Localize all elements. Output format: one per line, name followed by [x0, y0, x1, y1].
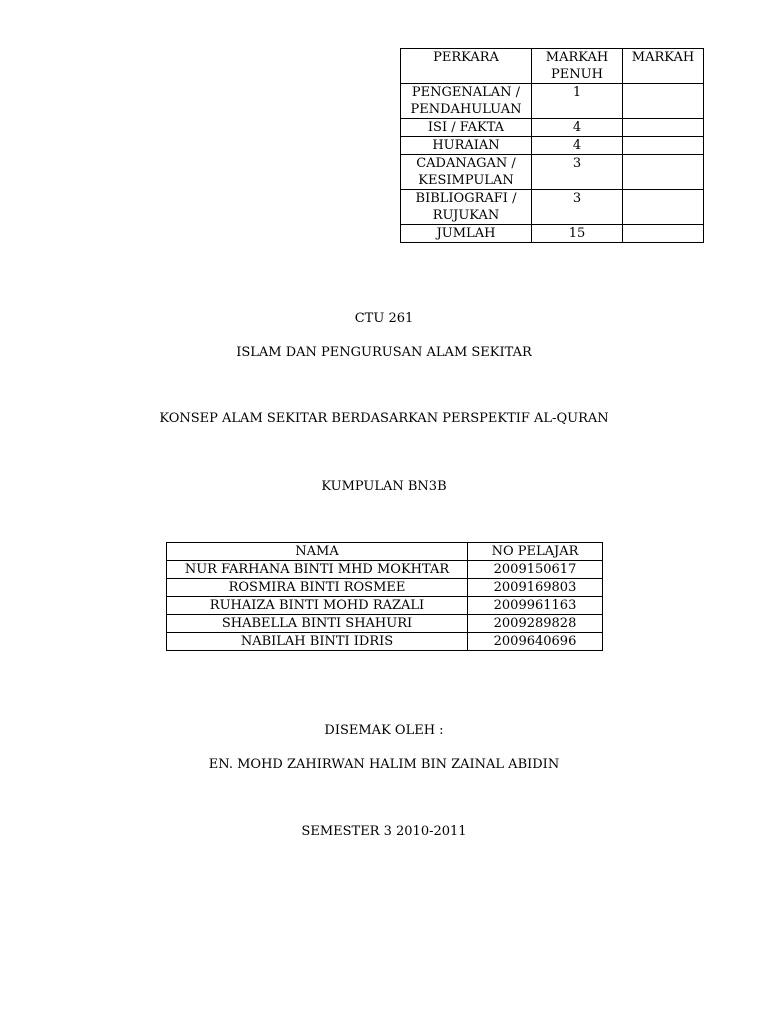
header-nama: NAMA	[167, 543, 468, 561]
full-mark-cell: 1	[532, 84, 623, 119]
table-row	[401, 190, 704, 225]
reviewed-by-label: DISEMAK OLEH :	[324, 723, 444, 738]
mark-cell	[623, 119, 704, 137]
table-row	[167, 597, 603, 615]
course-title: ISLAM DAN PENGURUSAN ALAM SEKITAR	[236, 345, 532, 360]
members-table-header	[167, 543, 603, 561]
header-perkara: PERKARA	[401, 49, 532, 84]
full-mark-cell: 4	[532, 137, 623, 155]
member-id: 2009150617	[468, 561, 603, 579]
assignment-title: KONSEP ALAM SEKITAR BERDASARKAN PERSPEKTIF AL-QURAN	[159, 411, 609, 426]
table-row	[401, 137, 704, 155]
member-id: 2009169803	[468, 579, 603, 597]
table-row	[167, 633, 603, 651]
header-markah: MARKAH	[623, 49, 704, 84]
table-row	[167, 615, 603, 633]
full-mark-cell: 4	[532, 119, 623, 137]
member-name: RUHAIZA BINTI MOHD RAZALI	[167, 597, 468, 615]
item-cell: HURAIAN	[401, 137, 532, 155]
header-no-pelajar: NO PELAJAR	[468, 543, 603, 561]
item-cell: PENGENALAN / PENDAHULUAN	[401, 84, 532, 119]
semester: SEMESTER 3 2010-2011	[301, 824, 467, 839]
member-id: 2009289828	[468, 615, 603, 633]
full-mark-cell: 3	[532, 155, 623, 190]
mark-cell	[623, 137, 704, 155]
table-row	[401, 225, 704, 243]
header-markah-penuh: MARKAH PENUH	[532, 49, 623, 84]
item-cell: ISI / FAKTA	[401, 119, 532, 137]
group-name: KUMPULAN BN3B	[321, 479, 447, 494]
table-row	[167, 579, 603, 597]
full-mark-cell: 3	[532, 190, 623, 225]
table-row	[401, 119, 704, 137]
member-name: SHABELLA BINTI SHAHURI	[167, 615, 468, 633]
table-row	[401, 84, 704, 119]
marks-table-header	[401, 49, 704, 84]
mark-cell	[623, 155, 704, 190]
item-cell: JUMLAH	[401, 225, 532, 243]
item-cell: CADANAGAN / KESIMPULAN	[401, 155, 532, 190]
member-name: ROSMIRA BINTI ROSMEE	[167, 579, 468, 597]
table-row	[167, 561, 603, 579]
marks-table	[400, 48, 704, 243]
member-name: NABILAH BINTI IDRIS	[167, 633, 468, 651]
members-table	[166, 542, 603, 651]
member-name: NUR FARHANA BINTI MHD MOKHTAR	[167, 561, 468, 579]
reviewer-name: EN. MOHD ZAHIRWAN HALIM BIN ZAINAL ABIDIN	[208, 757, 560, 772]
table-row	[401, 155, 704, 190]
course-code: CTU 261	[354, 311, 414, 326]
mark-cell	[623, 225, 704, 243]
item-cell: BIBLIOGRAFI / RUJUKAN	[401, 190, 532, 225]
member-id: 2009961163	[468, 597, 603, 615]
full-mark-cell: 15	[532, 225, 623, 243]
mark-cell	[623, 84, 704, 119]
member-id: 2009640696	[468, 633, 603, 651]
mark-cell	[623, 190, 704, 225]
